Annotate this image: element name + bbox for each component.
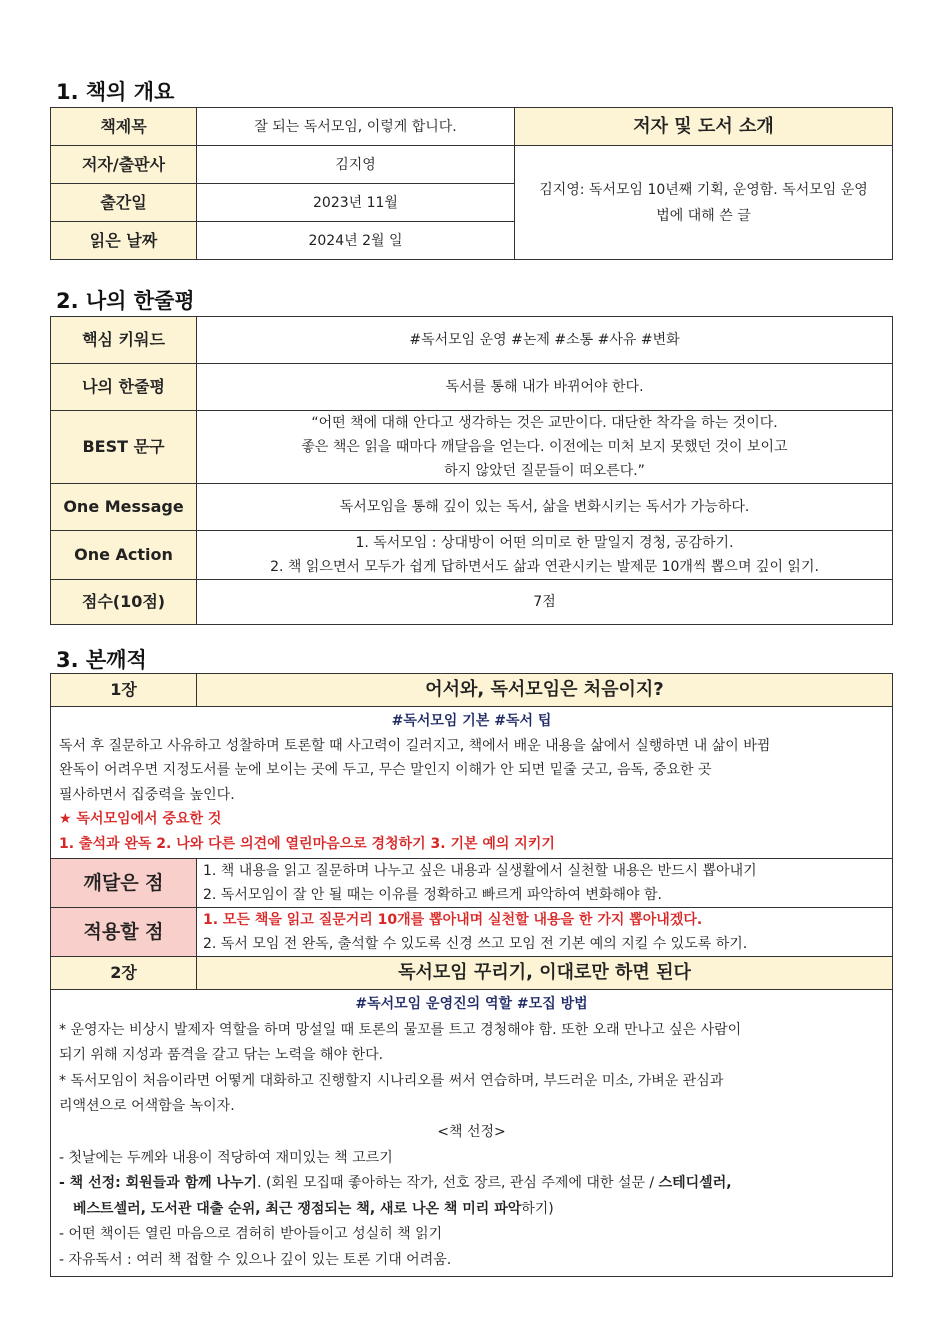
best-quote bbox=[197, 411, 893, 484]
ch2-label: 2장 bbox=[51, 957, 197, 990]
section2-heading: 2. 나의 한줄평 bbox=[56, 289, 195, 313]
ch2-bullet-rest: 하기) bbox=[521, 1200, 554, 1217]
ch1-body bbox=[51, 707, 893, 859]
ch1-label: 1장 bbox=[51, 674, 197, 707]
ch1-tags: #독서모임 기본 #독서 팁 bbox=[391, 713, 552, 729]
keywords-label: 핵심 키워드 bbox=[51, 317, 197, 364]
realize-line: 1. 책 내용을 읽고 질문하며 나누고 싶은 내용과 실생활에서 실천할 내용은 반드시 뽑아내기 bbox=[203, 863, 757, 879]
ch2-line: * 운영자는 비상시 발제자 역할을 하며 망설일 때 토론의 물꼬를 트고 경청해야 함. 또한 오래 만나고 싶은 사람이 bbox=[59, 1021, 742, 1038]
apply-value bbox=[197, 908, 893, 957]
ch1-line: 필사하면서 집중력을 높인다. bbox=[59, 786, 235, 803]
ch2-bullet bbox=[59, 1171, 884, 1197]
intro-title: 저자 및 도서 소개 bbox=[515, 108, 893, 146]
ch2-bullet-bold: 스테디셀러, bbox=[658, 1175, 732, 1192]
score-label: 점수(10점) bbox=[51, 580, 197, 625]
section1-heading: 1. 책의 개요 bbox=[56, 80, 175, 104]
book-select-heading: <책 선정> bbox=[437, 1123, 506, 1140]
label-pubdate: 출간일 bbox=[51, 184, 197, 222]
ch2-body bbox=[51, 990, 893, 1277]
best-line: “어떤 책에 대해 안다고 생각하는 것은 교만이다. 대단한 착각을 하는 것이다. bbox=[311, 415, 778, 431]
apply-label: 적용할 점 bbox=[51, 908, 197, 957]
book-overview-table bbox=[50, 107, 893, 260]
apply-line: 2. 독서 모임 전 완독, 출석할 수 있도록 신경 쓰고 모임 전 기본 예의 지킬 수 있도록 하기. bbox=[203, 936, 748, 952]
keywords-value: #독서모임 운영 #논제 #소통 #사유 #변화 bbox=[197, 317, 893, 364]
message-label: One Message bbox=[51, 484, 197, 531]
ch2-line: 되기 위해 지성과 품격을 갈고 닦는 노력을 해야 한다. bbox=[59, 1047, 384, 1064]
section3-heading: 3. 본깨적 bbox=[56, 648, 147, 672]
ch2-line: * 독서모임이 처음이라면 어떻게 대화하고 진행할지 시나리오를 써서 연습하며, 부드러운 미소, 가벼운 관심과 bbox=[59, 1072, 724, 1089]
ch2-tags: #독서모임 운영진의 역할 #모집 방법 bbox=[355, 996, 588, 1012]
ch1-line: 완독이 어려우면 지정도서를 눈에 보이는 곳에 두고, 무슨 말인지 이해가 안 되면 밑줄 긋고, 음독, 중요한 곳 bbox=[59, 762, 712, 778]
value-author: 김지영 bbox=[197, 146, 515, 184]
score-value: 7점 bbox=[197, 580, 893, 625]
label-author: 저자/출판사 bbox=[51, 146, 197, 184]
value-pubdate: 2023년 11월 bbox=[197, 184, 515, 222]
action-line: 2. 책 읽으면서 모두가 쉽게 답하면서도 삶과 연관시키는 발제문 10개씩 뽑으며 깊이 읽기. bbox=[270, 559, 819, 575]
action-value bbox=[197, 531, 893, 580]
ch2-line: 리액션으로 어색함을 녹이자. bbox=[59, 1098, 235, 1115]
ch2-bullet: - 어떤 책이든 열린 마음으로 겸허히 받아들이고 성실히 책 읽기 bbox=[59, 1226, 443, 1243]
best-label: BEST 문구 bbox=[51, 411, 197, 484]
apply-line: 1. 모든 책을 읽고 질문거리 10개를 뽑아내며 실천할 내용을 한 가지 뽑아내겠다. bbox=[203, 912, 703, 928]
label-readdate: 읽은 날짜 bbox=[51, 222, 197, 260]
ch2-title: 독서모임 꾸리기, 이대로만 하면 된다 bbox=[197, 957, 893, 990]
ch1-line: 독서 후 질문하고 사유하고 성찰하며 토론할 때 사고력이 길러지고, 책에서 배운 내용을 삶에서 실행하면 내 삶이 바뀜 bbox=[59, 737, 771, 754]
ch2-bullet: - 자유독서 : 여러 책 접할 수 있으나 깊이 있는 토론 기대 어려움. bbox=[59, 1251, 452, 1268]
review-label: 나의 한줄평 bbox=[51, 364, 197, 411]
action-label: One Action bbox=[51, 531, 197, 580]
best-line: 하지 않았던 질문들이 떠오른다.” bbox=[444, 463, 645, 479]
ch1-title: 어서와, 독서모임은 처음이지? bbox=[197, 674, 893, 707]
action-line: 1. 독서모임 : 상대방이 어떤 의미로 한 말일지 경청, 공감하기. bbox=[355, 535, 734, 551]
bonkkaejeok-table bbox=[50, 673, 893, 1277]
message-value: 독서모임을 통해 깊이 있는 독서, 삶을 변화시키는 독서가 가능하다. bbox=[197, 484, 893, 531]
value-readdate: 2024년 2월 일 bbox=[197, 222, 515, 260]
ch2-bullet-bold: - 책 선정: 회원들과 함께 나누기 bbox=[59, 1175, 258, 1192]
realize-label: 깨달은 점 bbox=[51, 859, 197, 908]
value-title: 잘 되는 독서모임, 이렇게 합니다. bbox=[197, 108, 515, 146]
label-title: 책제목 bbox=[51, 108, 197, 146]
realize-line: 2. 독서모임이 잘 안 될 때는 이유를 정확하고 빠르게 파악하여 변화해야 함. bbox=[203, 887, 662, 903]
ch2-bullet-cont bbox=[59, 1197, 884, 1223]
realize-value bbox=[197, 859, 893, 908]
ch2-bullet-rest: . (회원 모집때 좋아하는 작가, 선호 장르, 관심 주제에 대한 설문 / bbox=[257, 1175, 659, 1192]
review-value: 독서를 통해 내가 바뀌어야 한다. bbox=[197, 364, 893, 411]
ch1-important-title: ★ 독서모임에서 중요한 것 bbox=[59, 811, 222, 827]
ch2-bullet: - 첫날에는 두께와 내용이 적당하여 재미있는 책 고르기 bbox=[59, 1149, 393, 1166]
ch2-bullet-bold: 베스트셀러, 도서관 대출 순위, 최근 쟁점되는 책, 새로 나온 책 미리 파악 bbox=[73, 1200, 522, 1217]
ch1-important-text: 1. 출석과 완독 2. 나와 다른 의견에 열린마음으로 경청하기 3. 기본 예의 지키기 bbox=[59, 835, 555, 852]
review-table bbox=[50, 316, 893, 625]
intro-text: 김지영: 독서모임 10년째 기획, 운영함. 독서모임 운영법에 대해 쓴 글 bbox=[515, 146, 893, 260]
best-line: 좋은 책은 읽을 때마다 깨달음을 얻는다. 이전에는 미처 보지 못했던 것이 보이고 bbox=[301, 439, 788, 455]
